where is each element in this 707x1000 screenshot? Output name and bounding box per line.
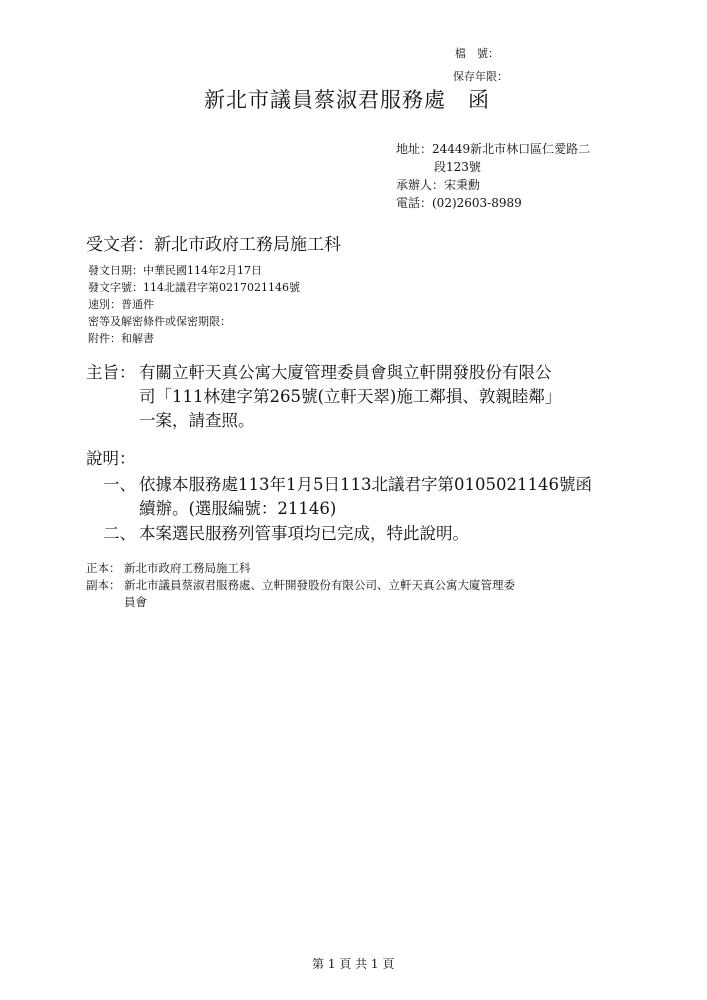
subject-label: 主旨： (86, 363, 136, 382)
document-number: 發文字號：114北議君字第0217021146號 (88, 281, 300, 294)
original-copy-recipient: 新北市政府工務局施工科 (124, 561, 251, 575)
subject-line-3: 一案，請查照。 (139, 411, 255, 430)
explanation-label: 說明： (86, 449, 136, 468)
carbon-copy-recipients: 新北市議員蔡淑君服務處、立軒開發股份有限公司、立軒天真公寓大廈管理委 (124, 578, 515, 592)
page-number: 第 1 頁 共 1 頁 (312, 957, 395, 971)
subject-line-1: 有關立軒天真公寓大廈管理委員會與立軒開發股份有限公 (139, 363, 552, 382)
explanation-item-number: 一、 (103, 475, 136, 494)
original-copy-label: 正本： (86, 561, 121, 575)
sender-phone: 電話：(02)2603-8989 (396, 196, 522, 210)
document-title: 新北市議員蔡淑君服務處 函 (204, 88, 490, 112)
secrecy-level: 密等及解密條件或保密期限： (88, 315, 231, 328)
carbon-copy-label: 副本： (86, 578, 121, 592)
explanation-item-number: 二、 (103, 524, 136, 543)
explanation-item-1-line-1: 依據本服務處113年1月5日113北議君字第0105021146號函 (139, 475, 592, 494)
issue-date: 發文日期：中華民國114年2月17日 (88, 264, 262, 277)
subject-line-2: 司「111林建字第265號(立軒天翠)施工鄰損、敦親睦鄰」 (139, 387, 562, 406)
delivery-speed: 速別：普通件 (88, 298, 154, 311)
sender-address: 地址：24449新北市林口區仁愛路二 (396, 142, 591, 156)
sender-address-cont: 段123號 (434, 160, 481, 174)
recipient: 受文者：新北市政府工務局施工科 (86, 235, 341, 255)
retention-period-label: 保存年限： (453, 70, 508, 83)
carbon-copy-recipients-cont: 員會 (124, 595, 147, 609)
sender-handler: 承辦人：宋秉勳 (396, 178, 481, 192)
attachment: 附件：和解書 (88, 332, 154, 345)
file-number-label: 檔 號： (455, 47, 499, 60)
explanation-item-1-line-2: 續辦。(選服編號：21146) (139, 499, 337, 518)
explanation-item-2-line-1: 本案選民服務列管事項均已完成，特此說明。 (139, 524, 469, 543)
